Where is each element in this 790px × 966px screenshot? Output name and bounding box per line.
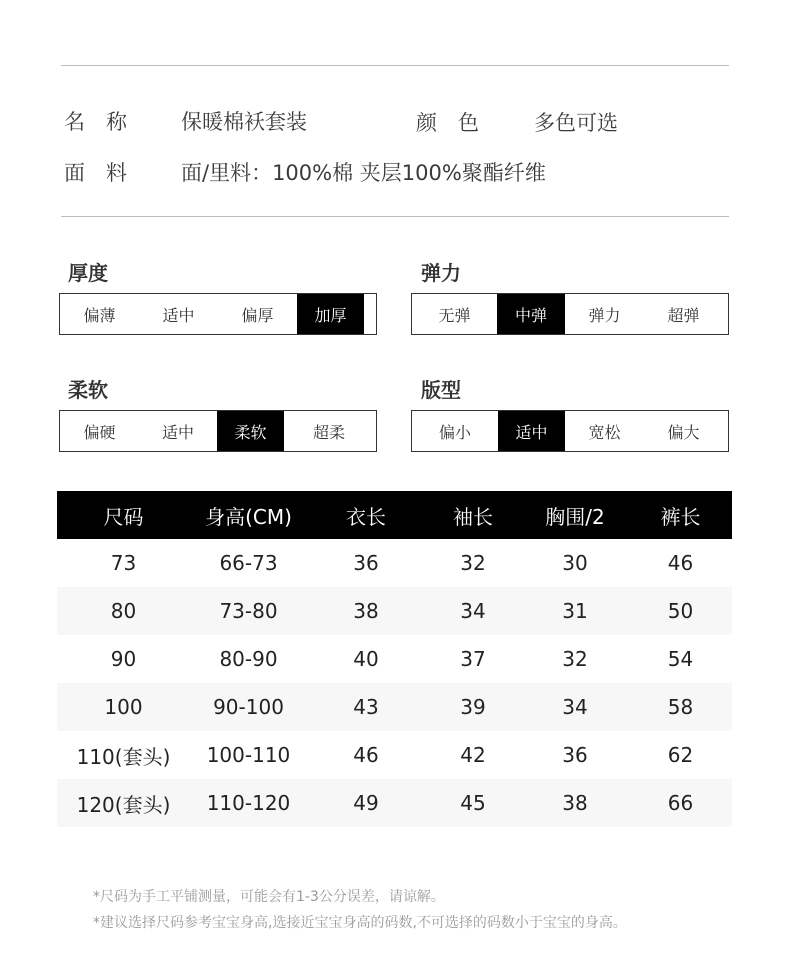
- header-size: 尺码: [57, 491, 190, 539]
- elasticity-scale: [411, 293, 729, 335]
- table-cell: 73-80: [190, 587, 307, 635]
- table-cell: 110-120: [190, 779, 307, 827]
- table-cell: 80-90: [219, 647, 278, 671]
- table-cell: 34: [521, 683, 629, 731]
- table-header-row: [57, 491, 732, 539]
- name-value: 保暖棉袄套装: [181, 110, 307, 134]
- table-cell: 40: [353, 647, 379, 671]
- elasticity-option: 中弹: [497, 294, 565, 334]
- color-value: 多色可选: [534, 111, 618, 135]
- table-cell: 34: [425, 587, 521, 635]
- softness-option: 柔软: [217, 411, 284, 451]
- thickness-option: 加厚: [297, 294, 364, 334]
- table-cell: 42: [460, 743, 486, 767]
- fit-option: 偏大: [667, 422, 700, 442]
- header-height: 身高(CM): [190, 491, 307, 539]
- elasticity-title: 弹力: [421, 261, 461, 285]
- name-label: 名 称: [64, 110, 127, 134]
- thickness-scale: [59, 293, 377, 335]
- table-cell: 100: [57, 683, 190, 731]
- table-row: [57, 731, 732, 779]
- table-cell: 32: [460, 551, 486, 575]
- elasticity-option: 超弹: [667, 305, 700, 325]
- table-cell: 66: [629, 779, 732, 827]
- table-cell: 46: [353, 743, 379, 767]
- color-label: 颜 色: [416, 111, 479, 135]
- measurement-note: *尺码为手工平铺测量，可能会有1-3公分误差，请谅解。: [93, 889, 445, 905]
- thickness-option: 偏薄: [83, 305, 116, 325]
- fit-option: 适中: [498, 411, 565, 451]
- table-cell: 45: [425, 779, 521, 827]
- table-cell: 46: [667, 551, 694, 575]
- fabric-value: 面/里料：100%棉 夹层100%聚酯纤维: [181, 161, 546, 185]
- table-cell: 36: [562, 743, 588, 767]
- size-advice-note: *建议选择尺码参考宝宝身高,选接近宝宝身高的码数,不可选择的码数小于宝宝的身高。: [93, 915, 627, 931]
- fabric-label: 面 料: [64, 161, 127, 185]
- thickness-title: 厚度: [68, 261, 108, 285]
- table-row: [57, 539, 732, 587]
- table-cell: 80: [57, 587, 190, 635]
- header-pants-length: 裤长: [629, 491, 732, 539]
- fit-title: 版型: [421, 378, 461, 402]
- table-row: [57, 587, 732, 635]
- thickness-option: 偏厚: [241, 305, 274, 325]
- table-cell: 58: [629, 683, 732, 731]
- table-cell: 37: [460, 647, 486, 671]
- fit-scale: [411, 410, 729, 452]
- softness-option: 偏硬: [83, 422, 116, 442]
- table-cell: 73: [110, 551, 137, 575]
- middle-divider: [61, 216, 729, 217]
- table-cell: 110(套头): [76, 744, 171, 769]
- top-divider: [61, 65, 729, 66]
- header-half-chest: 胸围/2: [521, 491, 629, 539]
- table-cell: 50: [629, 587, 732, 635]
- size-table: [57, 491, 732, 827]
- table-cell: 54: [667, 647, 694, 671]
- elasticity-option: 弹力: [588, 305, 621, 325]
- table-row: [57, 635, 732, 683]
- table-cell: 66-73: [219, 551, 278, 575]
- softness-option: 超柔: [312, 422, 345, 442]
- elasticity-option: 无弹: [438, 305, 471, 325]
- table-cell: 120(套头): [57, 779, 190, 827]
- table-row: [57, 779, 732, 827]
- table-cell: 31: [521, 587, 629, 635]
- header-top-length: 衣长: [307, 491, 425, 539]
- table-cell: 43: [307, 683, 425, 731]
- table-cell: 38: [521, 779, 629, 827]
- thickness-option: 适中: [162, 305, 195, 325]
- table-row: [57, 683, 732, 731]
- softness-scale: [59, 410, 377, 452]
- softness-option: 适中: [161, 422, 194, 442]
- table-cell: 32: [562, 647, 588, 671]
- softness-title: 柔软: [68, 378, 108, 402]
- table-cell: 90: [110, 647, 137, 671]
- fit-option: 偏小: [438, 422, 471, 442]
- table-cell: 36: [353, 551, 379, 575]
- table-cell: 30: [562, 551, 588, 575]
- table-cell: 38: [307, 587, 425, 635]
- table-cell: 62: [667, 743, 694, 767]
- table-cell: 39: [425, 683, 521, 731]
- header-sleeve-length: 袖长: [425, 491, 521, 539]
- table-cell: 49: [307, 779, 425, 827]
- table-cell: 90-100: [190, 683, 307, 731]
- table-cell: 100-110: [206, 743, 291, 767]
- fit-option: 宽松: [588, 422, 621, 442]
